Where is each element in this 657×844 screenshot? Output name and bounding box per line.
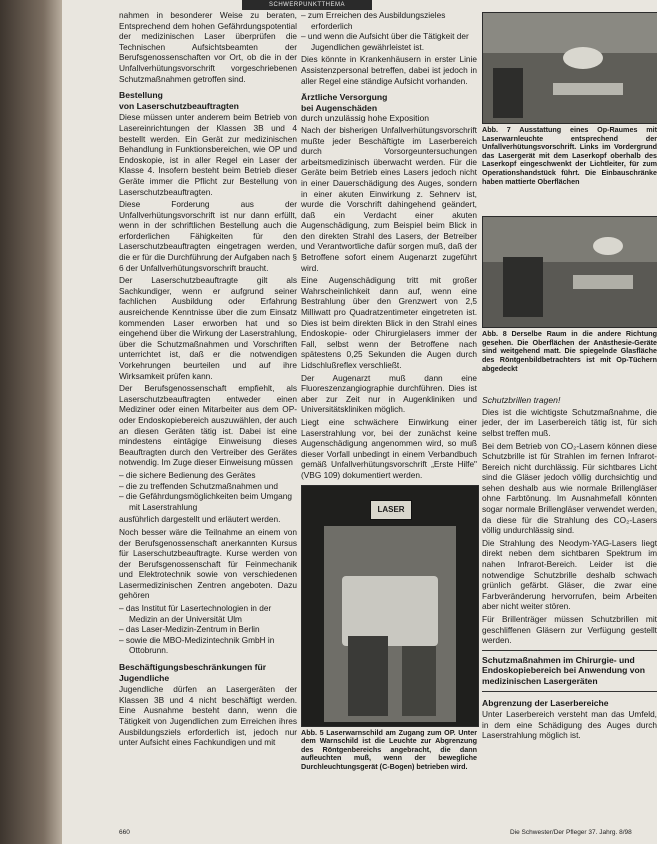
col2-paragraph-2: Nach der bisherigen Unfallverhütungsvorschrift mußte jeder Beschäftigte im Laserbereich durch Vorsorgeuntersuchungen arbeitsmedizinisch überwacht werden. Für die Geräte beim Betrieb eines Lasers jedoch nicht in einer Dauerschädigung des Auges, sondern in einer akuten Einwirkung z. Sehnerv ist, wurde die Vorschrift dahingehend geändert, daß ein Verdacht einer akuten Augenschädigung, zum Beispiel beim Blick in den direkten Strahl des Lasers, der Betreiber und Verantwortliche dafür sorgen muß, daß der Betroffene sofort einem Augenarzt zugeführt wird. (301, 124, 477, 273)
list-item: – die Gefährdungsmöglichkeiten beim Umgang mit Laserstrahlung (119, 491, 297, 512)
or-lamp (563, 47, 603, 69)
divider (482, 650, 657, 651)
heading-text: Bestellung (119, 90, 163, 101)
heading-subtext: bei Augenschäden (301, 102, 378, 113)
heading-subtext: durch unzulässig hohe Exposition (301, 113, 430, 124)
figure-5-caption: Abb. 5 Laserwarnschild am Zugang zum OP. Unter dem Warnschild ist die Leuchte zur Abgrenzung des Röntgenbereichs angebracht, die dann aufleuchten muß, wenn der bewegliche Durchleuchtungsgerät (C-Bogen) betrieben wird. (301, 727, 477, 771)
col1-list-2 (119, 603, 297, 656)
figure-8-photo (482, 216, 657, 328)
list-item: – und wenn die Aufsicht über die Tätigkeit der Jugendlichen gewährleistet ist. (301, 31, 477, 52)
col2-paragraph-1: Dies könnte in Krankenhäusern in erster Linie Assistenzpersonal betreffen, dabei ist jedoch in aller Regel eine ständige Aufsicht vorhanden. (301, 54, 477, 86)
figure-8-caption: Abb. 8 Derselbe Raum in die andere Richtung gesehen. Die Oberflächen der Anästhesie-Geräte sind weitgehend matt. Die spiegelnde Glasfläche des Röntgenbildbetrachters ist mit Op-Tüchern abgedeckt (482, 329, 657, 373)
list-item: – das Institut für Lasertechnologien in der Medizin an der Universität Ulm (119, 603, 297, 624)
running-title: SCHWERPUNKTTHEMA (242, 0, 372, 10)
col1-intro: nahmen in besonderer Weise zu beraten, Entsprechend dem hohen Gefährdungspotential der medizinischen Laser überprüfen die Technischen Aufsichtsbeamten der Berufsgenossenschaften vor Ort, ob die in der Unfallverhütungsvorschrift vorgeschriebenen Schutzmaßnahmen getroffen sind. (119, 10, 297, 84)
book-spine-edge (0, 0, 62, 844)
anesthesia-device (503, 257, 543, 317)
figure-7-caption: Abb. 7 Ausstattung eines Op-Raumes mit Laserwarnleuchte entsprechend der Unfallverhütungsvorschrift. Links im Vordergrund das Lasergerät mit dem Laserkopf oberhalb des Laserkopf eingeschwenkt der Lichtleiter, für zum Operationshandstück führt. Die Einbauschränke haben mattierte Oberflächen (482, 125, 657, 186)
col1-paragraph-7: Jugendliche dürfen an Lasergeräten der Klassen 3B und 4 nicht beschäftigt werden. Eine Ausnahme besteht dann, wenn die Tätigkeit von Jugendlichen zum Erreichen ihres Ausbildungsziels erforderlich ist, jedoch nur unter Aufsicht eines Fachkundigen und mit (119, 684, 297, 748)
equipment-silhouette (402, 646, 436, 716)
col1-heading-2: Beschäftigungsbeschränkungen für Jugendliche (119, 662, 267, 683)
col1-paragraph-1: Diese müssen unter anderem beim Betrieb von Lasereinrichtungen der Klassen 3B und 4 bestellt werden. Ein Gerät zur medizinischen Behandlung in Funktionsbereichen, wie OP und Endoskopie, ist in aller Regel ein Laser der Klasse 4. Insofern besteht beim Betrieb dieser Geräte immer die Pflicht zur Bestellung von Laserschutzbeauftragten. (119, 112, 297, 197)
col1-paragraph-2: Diese Forderung aus der Unfallverhütungsvorschrift ist nur dann erfüllt, wenn in der schriftlichen Bestellung auch die erforderlichen Fähigkeiten für den Laserschutzbeauftragten eingetragen werden, die er für die Durchführung der Aufgaben nach § 6 der Unfallverhütungsvorschrift braucht. (119, 199, 297, 273)
cabinet-wall (483, 217, 657, 262)
col3-heading-1: Schutzbrillen tragen! (482, 395, 561, 406)
col3-paragraph-5: Unter Laserbereich versteht man das Umfeld, in dem eine Schädigung des Auges durch Laserstrahlung möglich ist. (482, 709, 657, 741)
col1-paragraph-4: Der Berufsgenossenschaft empfiehlt, als Laserschutzbeauftragten entweder einen Mediziner oder einen Mitarbeiter aus dem OP- oder Endoskopiebereich auszuwählen, der auch an diesen Geräten tätig ist. Dabei ist eine mindestens eintägige Einweisung dieses Beauftragten durch den Vertreiber des Gerätes notwendig. Im Zuge dieser Einweisung müssen (119, 383, 297, 468)
col3-box-heading: Schutzmaßnahmen im Chirurgie- und Endoskopiebereich bei Anwendung von medizinischen Lasergeräten (482, 654, 645, 686)
heading-text: Ärztliche Versorgung (301, 92, 388, 103)
figure-5-photo (301, 485, 479, 727)
column-1 (119, 10, 297, 750)
magazine-page (62, 0, 657, 844)
col1-paragraph-6: Noch besser wäre die Teilnahme an einem von der Berufsgenossenschaft anerkannten Kursus für Laserschutzbeauftragte. Kurse werden von der Berufsgenossenschaft für Feinmechanik und Elektrotechnik sowie von verschiedenen Lasermedizinischen Zentren angeboten. Dazu gehören (119, 526, 297, 601)
col3-paragraph-3: Die Strahlung des Neodym-YAG-Lasers liegt direkt neben dem sichtbaren Spektrum im nahen Infrarot-Bereich. Leider ist die notwendige Schutzbrille deshalb schwach grünlich gefärbt. Gläser, die zwar eine Farbveränderung hervorrufen, beim Arbeiten aber nicht weiter stören. (482, 537, 657, 612)
col2-heading-1 (301, 92, 477, 124)
col3-paragraph-1: Dies ist die wichtigste Schutzmaßnahme, die jeder, der im Laserbereich tätig ist, für sich selbst treffen muß. (482, 406, 657, 438)
column-2 (301, 10, 477, 776)
col3-heading-2: Abgrenzung der Laserbereiche (482, 697, 609, 708)
list-item: – das Laser-Medizin-Zentrum in Berlin (119, 624, 297, 635)
operating-table (573, 275, 633, 289)
col1-paragraph-3: Der Laserschutzbeauftragte gilt als Sachkundiger, wenn er aufgrund seiner fachlichen Ausbildung oder Erfahrung ausreichende Kenntnisse über die zum Einsatz kommenden Laser erworben hat und so eingehend über die Wirkung der Laserstrahlung, über die Schutzmaßnahmen und Vorschriften unterrichtet ist, daß er die notwendigen Vorkehrungen beurteilen und auf ihre Wirksamkeit prüfen kann. (119, 275, 297, 381)
equipment-silhouette (348, 636, 388, 716)
col1-list (119, 470, 297, 512)
col3-paragraph-4: Für Brillenträger müssen Schutzbrillen mit geschliffenen Gläsern zur Verfügung gestellt werden. (482, 614, 657, 646)
col2-paragraph-3: Eine Augenschädigung tritt mit großer Wahrscheinlichkeit dann auf, wenn eine Bestrahlung über den Grenzwert von 2,5 Milliwatt pro Quadratzentimeter eingetreten ist. Dies ist beim direkten Blick in den Strahl eines Endoskopie- oder Chirurgielasers immer der Fall, selbst wenn der Betroffene nach spätestens 0,25 Sekunden die Augen durch Lidschlußreflex verschließt. (301, 275, 477, 370)
column-3 (482, 10, 657, 743)
page-number: 660 (119, 829, 130, 836)
list-item: – die zu treffenden Schutzmaßnahmen und (119, 481, 297, 492)
col2-paragraph-4: Der Augenarzt muß dann eine Fluoreszenzangiographie durchführen. Dies ist aber zur Zeit nur in Augenkliniken und Universitätskliniken möglich. (301, 372, 477, 415)
cabinet-wall (483, 13, 657, 53)
col2-list (301, 10, 477, 52)
laser-warning-sign: LASER (370, 500, 412, 520)
operating-table (553, 83, 623, 95)
laser-device (493, 68, 523, 118)
col3-paragraph-2: Bei dem Betrieb von CO₂-Lasern können diese Schutzbrille ist für Strahlen im fernen Infrarot-Bereich nicht durchlässig. Für sichtbares Licht sind die Gläser jedoch völlig durchsichtig und sehen deshalb aus wie normale Brillengläser ohne Farbtönung. Im Ausnahmefall könnten sogar normale Brillengläser verwendet werden, da diese für die Strahlung des CO₂-Lasers völlig undurchlässig sind. (482, 440, 657, 536)
col2-paragraph-5: Liegt eine schwächere Einwirkung einer Laserstrahlung vor, bei der zunächst keine Augenschädigung angenommen wird, so muß dieser Vorfall unbedingt in einem Verbandbuch gemäß Unfallverhütungsvorschrift „Erste Hilfe" (VBG 109) dokumentiert werden. (301, 416, 477, 480)
col1-paragraph-5: ausführlich dargestellt und erläutert werden. (119, 514, 281, 525)
col1-heading-1 (119, 90, 297, 111)
journal-footer: Die Schwester/Der Pfleger 37. Jahrg. 8/98 (510, 829, 632, 836)
heading-subtext: von Laserschutzbeauftragten (119, 100, 239, 111)
list-item: – zum Erreichen des Ausbildungszieles erforderlich (301, 10, 477, 31)
list-item: – die sichere Bedienung des Gerätes (119, 470, 297, 481)
divider (482, 691, 657, 692)
list-item: – sowie die MBO-Medizintechnik GmbH in Ottobrunn. (119, 635, 297, 656)
figure-7-photo (482, 12, 657, 124)
